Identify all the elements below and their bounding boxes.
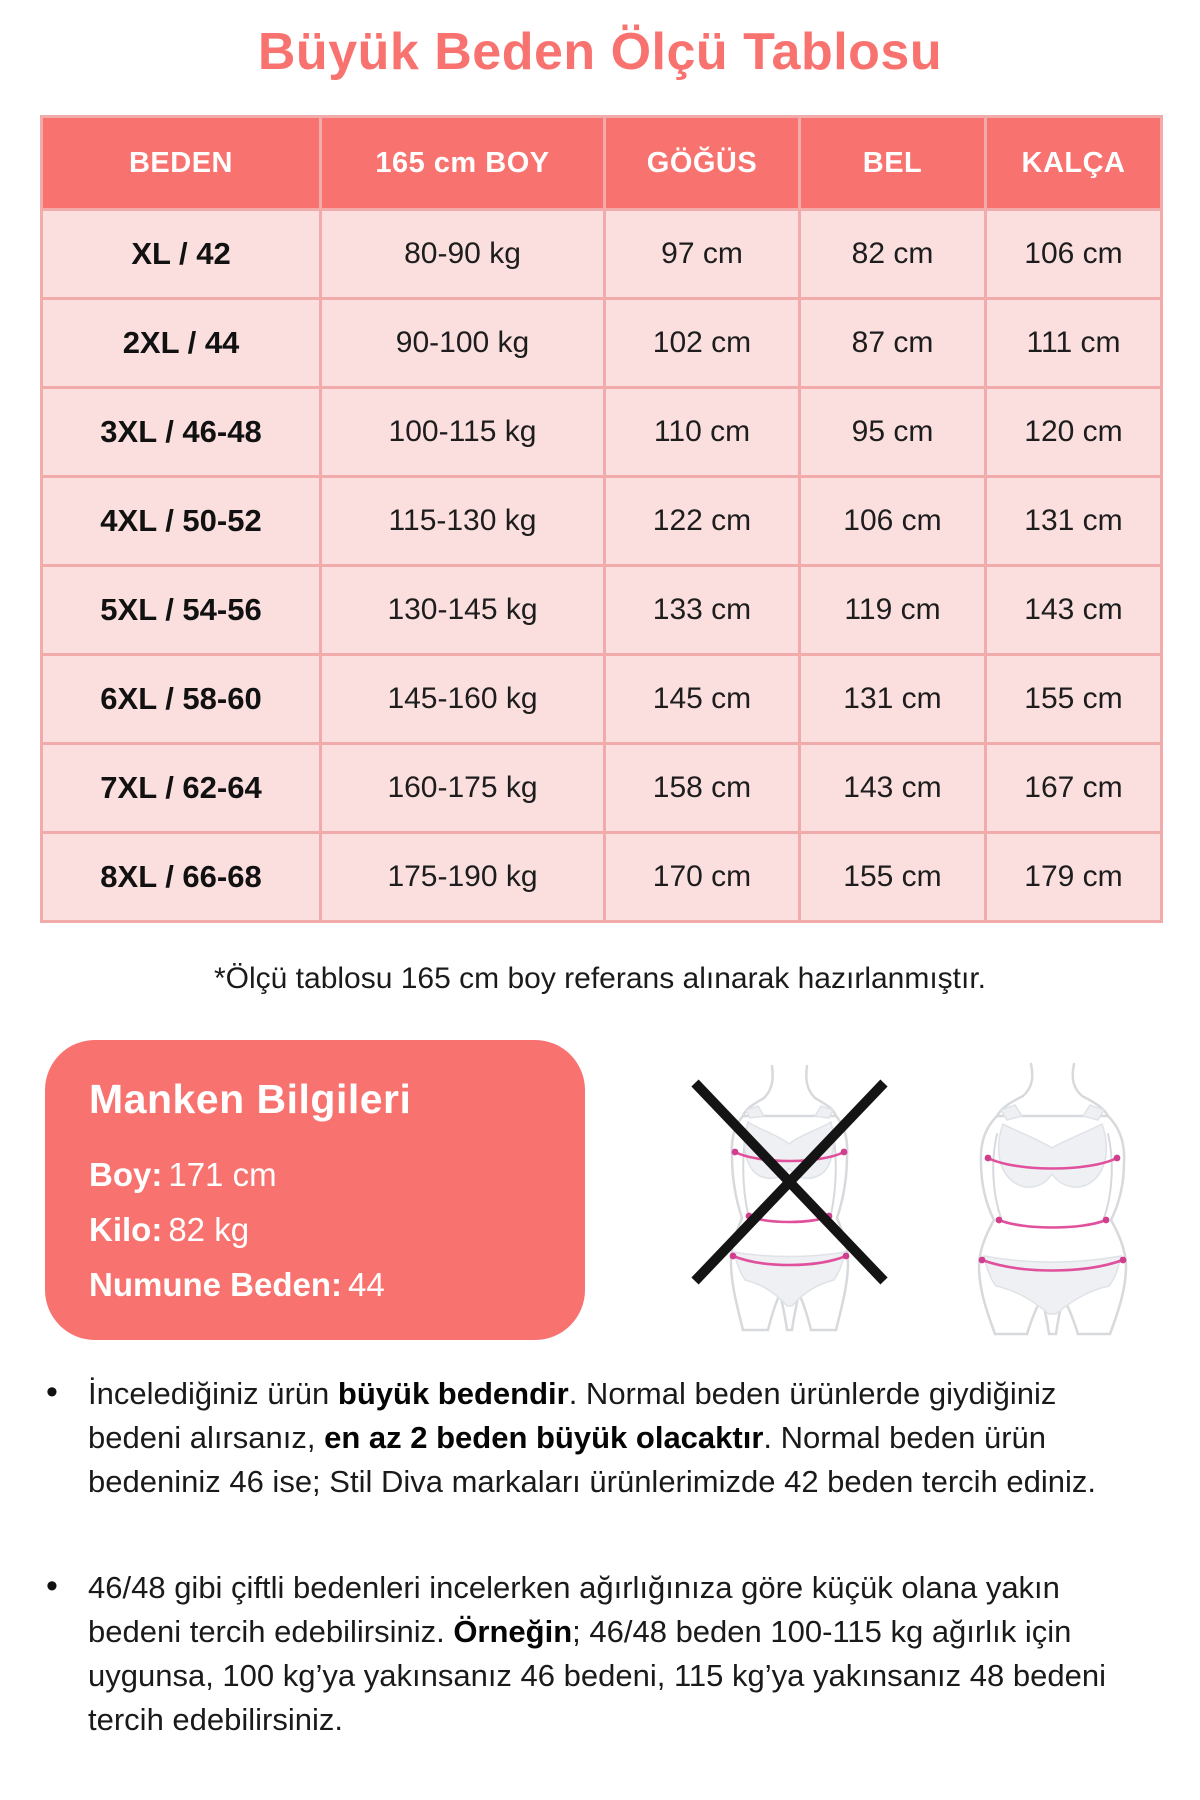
size-label-cell: 2XL / 44 [42,299,321,388]
measurement-cell: 111 cm [986,299,1162,388]
measurement-cell: 100-115 kg [321,388,605,477]
size-chart-header [42,117,1162,210]
measurement-cell: 131 cm [800,655,986,744]
size-chart-table [40,115,1163,923]
measurement-cell: 167 cm [986,744,1162,833]
size-row [42,299,1162,388]
size-row [42,388,1162,477]
measurement-cell: 82 cm [800,210,986,299]
measurement-cell: 160-175 kg [321,744,605,833]
measurement-cell: 155 cm [986,655,1162,744]
plus-size-body-icon [951,1052,1154,1337]
size-row [42,744,1162,833]
measurement-cell: 143 cm [986,566,1162,655]
measurement-cell: 170 cm [605,833,800,922]
measurement-cell: 179 cm [986,833,1162,922]
column-header: BEL [800,117,986,210]
measurement-cell: 122 cm [605,477,800,566]
measurement-cell: 175-190 kg [321,833,605,922]
measurement-cell: 155 cm [800,833,986,922]
column-header: 165 cm BOY [321,117,605,210]
size-label-cell: 8XL / 66-68 [42,833,321,922]
slim-body-crossed-icon [688,1052,891,1337]
model-sample-size-value: 44 [348,1266,385,1303]
size-label-cell: 3XL / 46-48 [42,388,321,477]
model-height-line [89,1147,565,1202]
size-label-cell: 4XL / 50-52 [42,477,321,566]
info-notes [40,1372,1130,1742]
model-height-value: 171 cm [168,1156,277,1193]
note-item: • İncelediğiniz ürün büyük bedendir. Normal beden ürünlerde giydiğiniz bedeni alırsanız, en az 2 beden büyük olacaktır. Normal beden ürün bedeniniz 46 ise; Stil Diva markaları ürünlerimizde 42 beden tercih ediniz. [40,1372,1130,1504]
model-height-label: Boy: [89,1156,163,1193]
model-sample-size-line [89,1257,565,1312]
measurement-cell: 102 cm [605,299,800,388]
measurement-cell: 145-160 kg [321,655,605,744]
size-label-cell: 7XL / 62-64 [42,744,321,833]
model-sample-size-label: Numune Beden: [89,1266,343,1303]
measurement-cell: 115-130 kg [321,477,605,566]
measurement-cell: 120 cm [986,388,1162,477]
measurement-cell: 131 cm [986,477,1162,566]
measurement-cell: 158 cm [605,744,800,833]
model-info-card [45,1040,585,1340]
measurement-cell: 87 cm [800,299,986,388]
measurement-cell: 106 cm [800,477,986,566]
model-weight-line [89,1202,565,1257]
table-footnote: *Ölçü tablosu 165 cm boy referans alınarak hazırlanmıştır. [213,962,987,995]
note-item: • 46/48 gibi çiftli bedenleri incelerken ağırlığınıza göre küçük olana yakın bedeni tercih edebilirsiniz. Örneğin; 46/48 beden 100-115 kg ağırlık için uygunsa, 100 kg’ya yakınsanız 46 bedeni, 115 kg’ya yakınsanız 48 bedeni tercih edebilirsiniz. [40,1566,1130,1742]
size-row [42,833,1162,922]
model-info-title: Manken Bilgileri [89,1076,412,1122]
page-title: Büyük Beden Ölçü Tablosu [257,23,943,81]
size-label-cell: 5XL / 54-56 [42,566,321,655]
measurement-cell: 90-100 kg [321,299,605,388]
measurement-cell: 133 cm [605,566,800,655]
measurement-cell: 130-145 kg [321,566,605,655]
measurement-cell: 119 cm [800,566,986,655]
column-header: GÖĞÜS [605,117,800,210]
measurement-cell: 80-90 kg [321,210,605,299]
size-label-cell: XL / 42 [42,210,321,299]
model-weight-value: 82 kg [168,1211,250,1248]
model-weight-label: Kilo: [89,1211,163,1248]
header-row [42,117,1162,210]
measurement-cell: 110 cm [605,388,800,477]
measurement-cell: 106 cm [986,210,1162,299]
size-row [42,655,1162,744]
measurement-cell: 95 cm [800,388,986,477]
measurement-figures [688,1052,1154,1337]
column-header: KALÇA [986,117,1162,210]
measurement-cell: 143 cm [800,744,986,833]
measurement-cell: 97 cm [605,210,800,299]
size-row [42,210,1162,299]
size-row [42,566,1162,655]
measurement-cell: 145 cm [605,655,800,744]
column-header: BEDEN [42,117,321,210]
size-chart-body [42,210,1162,922]
size-row [42,477,1162,566]
size-label-cell: 6XL / 58-60 [42,655,321,744]
